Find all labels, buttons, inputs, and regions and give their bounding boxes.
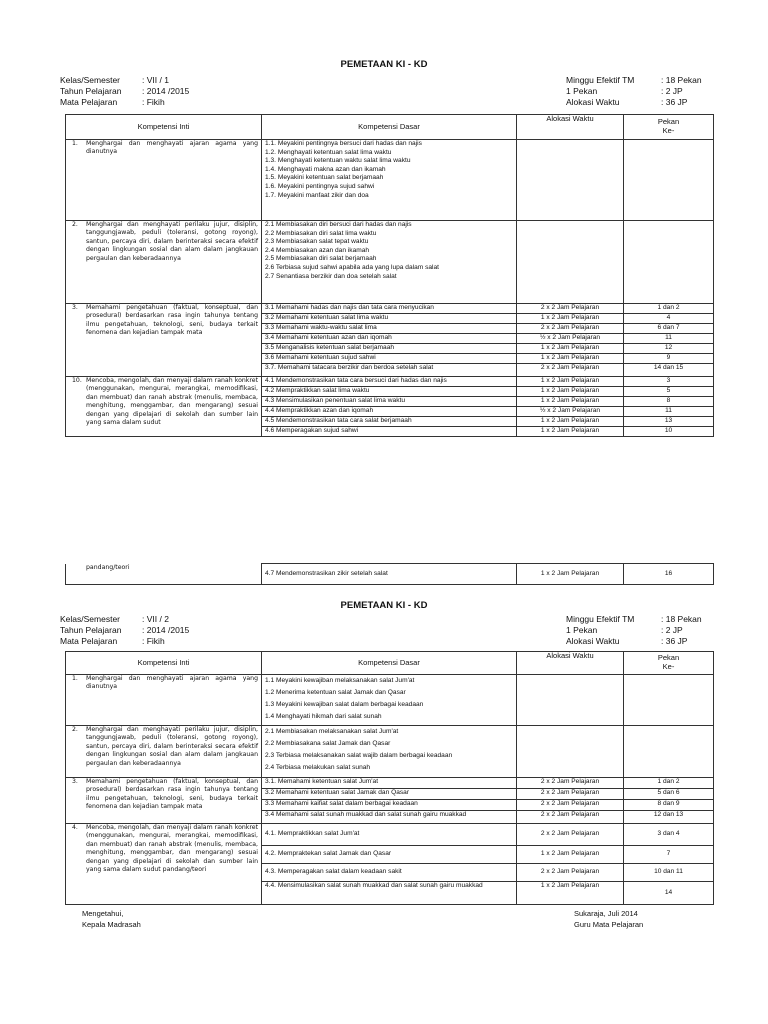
- header-kd: Kompetensi Dasar: [262, 652, 517, 675]
- header-kd: Kompetensi Dasar: [262, 115, 517, 140]
- kd-row: 4.3 Mensimulasikan penentuan salat lima waktu: [262, 397, 517, 407]
- kd-row: 4.3. Memperagakan salat dalam keadaan sakit: [262, 864, 517, 882]
- kd-row: 3.3 Memahami kaifiat salat dalam berbagai keadaan: [262, 800, 517, 811]
- kd-row: 3.3 Memahami waktu-waktu salat lima: [262, 324, 517, 334]
- ki-3: 3. Memahami pengetahuan (faktual, konseptual, dan prosedural) berdasarkan rasa ingin tahunya tentang ilmu pengetahuan, teknologi, seni, budaya terkait fenomena dan kejadian tampak mata: [66, 778, 262, 824]
- ki-1: 1. Menghargai dan menghayati ajaran agama yang dianutnya: [66, 675, 262, 726]
- header-alokasi: Alokasi Waktu: [517, 652, 624, 675]
- header-alokasi: Alokasi Waktu: [517, 115, 624, 140]
- kd-list-2: 2.1 Membiasakan melaksanakan salat Jum'at 2.2 Membiasakana salat Jamak dan Qasar 2.3 Terbiasa melaksanakan salat wajib dalam berbagai keadaan 2.4 Terbiasa melakukan salat sunah: [262, 726, 517, 778]
- kd-row: 4.4. Mensimulasikan salat sunah muakkad dan salat sunah gairu muakkad: [262, 882, 517, 905]
- kd-row: 3.2 Memahami ketentuan salat lima waktu: [262, 314, 517, 324]
- page2-meta-right: Minggu Efektif TM : 18 Pekan 1 Pekan : 2 JP Alokasi Waktu : 36 JP: [566, 614, 702, 646]
- ki-3: 3. Memahami pengetahuan (faktual, konseptual, dan prosedural) berdasarkan rasa ingin tahunya tentang ilmu pengetahuan, teknologi, seni, budaya terkait fenomena dan kejadian tampak mata: [66, 304, 262, 377]
- kd-row: 3.4 Memahami salat sunah muakkad dan salat sunah gairu muakkad: [262, 811, 517, 824]
- kd-list-2: 2.1 Membiasakan diri bersuci dari hadas dan najis 2.2 Membiasakan diri salat lima waktu 2.3 Membiasakan salat tepat waktu 2.4 Membiasakan azan dan ikamah 2.5 Membiasakan diri salat berjamaah 2.6 Terbiasa sujud sahwi apabila ada yang lupa dalam salat 2.7 Senantiasa berzikir dan doa setelah salat: [262, 221, 517, 304]
- kd-row: 3.1 Memahami hadas dan najis dan tata cara menyucikan: [262, 304, 517, 314]
- signature-right: Sukaraja, Juli 2014 Guru Mata Pelajaran: [574, 909, 644, 929]
- kd-row: 4.4 Mempraktikkan azan dan iqomah: [262, 407, 517, 417]
- page1-title: PEMETAAN KI - KD: [340, 59, 428, 70]
- header-ki: Kompetensi Inti: [66, 115, 262, 140]
- header-ki: Kompetensi Inti: [66, 652, 262, 675]
- kd-row: 4.2. Mempraktekan salat Jamak dan Qasar: [262, 846, 517, 864]
- kd-row: 3.5 Menganalisis ketentuan salat berjamaah: [262, 344, 517, 354]
- kd-row: 3.4 Memahami ketentuan azan dan iqomah: [262, 334, 517, 344]
- kd-row: 4.5 Mendemonstrasikan tata cara salat berjamaah: [262, 417, 517, 427]
- ki-1: 1. Menghargai dan menghayati ajaran agama yang dianutnya: [66, 140, 262, 221]
- header-pekan: Pekan Ke-: [624, 652, 714, 675]
- ki-4: 10. Mencoba, mengolah, dan menyaji dalam ranah konkret (menggunakan, mengurai, merangkai, memodifikasi, dan membuat) dan ranah abstrak (menulis, membaca, menghitung, menggambar, dan mengarang) sesuai dengan yang dipelajari di sekolah dan sumber lain yang sama dalam sudut: [66, 377, 262, 437]
- kd-row: 4.1 Mendemonstrasikan tata cara bersuci dari hadas dan najis: [262, 377, 517, 387]
- kd-row: 4.7 Mendemonstrasikan zikir setelah salat: [262, 564, 517, 585]
- kd-row: 3.7. Memahami tatacara berzikir dan berdoa setelah salat: [262, 364, 517, 377]
- kd-row: 4.6 Memperagakan sujud sahwi: [262, 427, 517, 437]
- continuation-table: pandang/teori 4.7 Mendemonstrasikan zikir setelah salat 1 x 2 Jam Pelajaran 16: [65, 563, 714, 585]
- header-pekan: Pekan Ke-: [624, 115, 714, 140]
- kd-row: 3.1. Memahami ketentuan salat Jum'at: [262, 778, 517, 789]
- kd-row: 4.1. Mempraktikkan salat Jum'at: [262, 824, 517, 846]
- signature-left: Mengetahui, Kepala Madrasah: [82, 909, 141, 929]
- page1-meta-left: Kelas/Semester : VII / 1 Tahun Pelajaran : 2014 /2015 Mata Pelajaran : Fikih: [60, 75, 190, 107]
- ki-2: 2. Menghargai dan menghayati perilaku jujur, disiplin, tanggungjawab, peduli (toleransi, gotong royong), santun, percaya diri, dalam berinteraksi secara efektif dengan lingkungan sosial dan alam dalam jangkauan pergaulan dan keberadaannya: [66, 221, 262, 304]
- kd-row: 3.2 Memahami ketentuan salat Jamak dan Qasar: [262, 789, 517, 800]
- kd-list-1: 1.1 Meyakini kewajiban melaksanakan salat Jum'at 1.2 Menerima ketentuan salat Jamak dan Qasar 1.3 Meyakini kewajiban salat dalam berbagai keadaan 1.4 Menghayati hikmah dari salat sunah: [262, 675, 517, 726]
- kd-row: 4.2 Mempraktikkan salat lima waktu: [262, 387, 517, 397]
- page1-meta-right: Minggu Efektif TM : 18 Pekan 1 Pekan : 2 JP Alokasi Waktu : 36 JP: [566, 75, 702, 107]
- page1-table: Kompetensi Inti Kompetensi Dasar Alokasi Waktu Pekan Ke- 1. Menghargai dan menghayati ajaran agama yang dianutnya 1.1. Meyakini pentingnya bersuci dari hadas dan najis 1.2. Menghayati ketentuan salat lima waktu 1.3. Menghayati ketentuan waktu salat lima waktu 1.4. Menghayati makna azan dan ikamah 1.5. Meyakini ketentuan salat berjamaah 1.6. Meyakini pentingnya sujud sahwi 1.7. Meyakini manfaat zikir dan doa 2. Menghargai dan menghayati perilaku jujur, disiplin, tanggungjawab, peduli (toleransi, gotong royong), santun, percaya diri, dalam berinteraksi secara efektif dengan lingkungan sosial dan alam dalam jangkauan pergaulan dan keberadaannya 2.1 Membiasakan diri bersuci dari hadas dan najis 2.2 Membiasakan diri salat lima waktu 2.3 Membiasakan salat tepat waktu 2.4 Membiasakan azan dan ikamah 2.5 Membiasakan diri salat berjamaah 2.6 Terbiasa sujud sahwi apabila ada yang lupa dalam salat 2.7 Senantiasa berzikir dan doa setelah salat 3. Memahami pengetahuan (faktual, konseptual, dan prosedural) berdasarkan rasa ingin tahunya tentang ilmu pengetahuan, teknologi, seni, budaya terkait fenomena dan kejadian tampak mata 3.1 Memahami hadas dan najis dan tata cara menyucikan 2 x 2 Jam Pelajaran 1 dan 2 3.2 Memahami ketentuan salat lima waktu 1 x 2 Jam Pelajaran 4 3.3 Memahami waktu-waktu salat lima 2 x 2 Jam Pelajaran 6 dan 7 3.4 Memahami ketentuan azan dan iqomah ½ x 2 Jam Pelajaran 11 3.5 Menganalisis ketentuan salat berjamaah 1 x 2 Jam Pelajaran 12 3.6 Memahami ketentuan sujud sahwi 1 x 2 Jam Pelajaran 9 3.7. Memahami tatacara berzikir dan berdoa setelah salat 2 x 2 Jam Pelajaran 14 dan 15 10. Mencoba, mengolah, dan menyaji dalam ranah konkret (menggunakan, mengurai, merangkai, memodifikasi, dan membuat) dan ranah abstrak (menulis, membaca, menghitung, menggambar, dan mengarang) sesuai dengan yang dipelajari di sekolah dan sumber lain yang sama dalam sudut 4.1 Mendemonstrasikan tata cara bersuci dari hadas dan najis 1 x 2 Jam Pelajaran 3 4.2 Mempraktikkan salat lima waktu 1 x 2 Jam Pelajaran 5 4.3 Mensimulasikan penentuan salat lima waktu 1 x 2 Jam Pelajaran 8 4.4 Mempraktikkan azan dan iqomah ½ x 2 Jam Pelajaran 11 4.5 Mendemonstrasikan tata cara salat berjamaah 1 x 2 Jam Pelajaran 13 4.6 Memperagakan sujud sahwi 1 x 2 Jam Pelajaran 10: [65, 114, 714, 437]
- ki-4: 4. Mencoba, mengolah, dan menyaji dalam ranah konkret (menggunakan, mengurai, merangkai, memodifikasi, dan membuat) dan ranah abstrak (menulis, membaca, menghitung, menggambar, dan mengarang) sesuai dengan yang dipelajari di sekolah dan sumber lain yang sama dalam sudut pandang/teori: [66, 824, 262, 905]
- ki-continuation: pandang/teori: [66, 564, 262, 585]
- page2-title: PEMETAAN KI - KD: [340, 600, 428, 611]
- page2-table: Kompetensi Inti Kompetensi Dasar Alokasi Waktu Pekan Ke- 1. Menghargai dan menghayati ajaran agama yang dianutnya 1.1 Meyakini kewajiban melaksanakan salat Jum'at 1.2 Menerima ketentuan salat Jamak dan Qasar 1.3 Meyakini kewajiban salat dalam berbagai keadaan 1.4 Menghayati hikmah dari salat sunah 2. Menghargai dan menghayati perilaku jujur, disiplin, tanggungjawab, peduli (toleransi, gotong royong), santun, percaya diri, dalam berinteraksi secara efektif dengan lingkungan sosial dan alam dalam jangkauan pergaulan dan keberadaannya 2.1 Membiasakan melaksanakan salat Jum'at 2.2 Membiasakana salat Jamak dan Qasar 2.3 Terbiasa melaksanakan salat wajib dalam berbagai keadaan 2.4 Terbiasa melakukan salat sunah 3. Memahami pengetahuan (faktual, konseptual, dan prosedural) berdasarkan rasa ingin tahunya tentang ilmu pengetahuan, teknologi, seni, budaya terkait fenomena dan kejadian tampak mata 3.1. Memahami ketentuan salat Jum'at 2 x 2 Jam Pelajaran 1 dan 2 3.2 Memahami ketentuan salat Jamak dan Qasar 2 x 2 Jam Pelajaran 5 dan 6 3.3 Memahami kaifiat salat dalam berbagai keadaan 2 x 2 Jam Pelajaran 8 dan 9 3.4 Memahami salat sunah muakkad dan salat sunah gairu muakkad 2 x 2 Jam Pelajaran 12 dan 13 4. Mencoba, mengolah, dan menyaji dalam ranah konkret (menggunakan, mengurai, merangkai, memodifikasi, dan membuat) dan ranah abstrak (menulis, membaca, menghitung, menggambar, dan mengarang) sesuai dengan yang dipelajari di sekolah dan sumber lain yang sama dalam sudut pandang/teori 4.1. Mempraktikkan salat Jum'at 2 x 2 Jam Pelajaran 3 dan 4 4.2. Mempraktekan salat Jamak dan Qasar 1 x 2 Jam Pelajaran 7 4.3. Memperagakan salat dalam keadaan sakit 2 x 2 Jam Pelajaran 10 dan 11 4.4. Mensimulasikan salat sunah muakkad dan salat sunah gairu muakkad 1 x 2 Jam Pelajaran 14: [65, 651, 714, 905]
- kd-row: 3.6 Memahami ketentuan sujud sahwi: [262, 354, 517, 364]
- page2-meta-left: Kelas/Semester : VII / 2 Tahun Pelajaran : 2014 /2015 Mata Pelajaran : Fikih: [60, 614, 190, 646]
- ki-2: 2. Menghargai dan menghayati perilaku jujur, disiplin, tanggungjawab, peduli (toleransi, gotong royong), santun, percaya diri, dalam berinteraksi secara efektif dengan lingkungan sosial dan alam dalam jangkauan pergaulan dan keberadaannya: [66, 726, 262, 778]
- kd-list-1: 1.1. Meyakini pentingnya bersuci dari hadas dan najis 1.2. Menghayati ketentuan salat lima waktu 1.3. Menghayati ketentuan waktu salat lima waktu 1.4. Menghayati makna azan dan ikamah 1.5. Meyakini ketentuan salat berjamaah 1.6. Meyakini pentingnya sujud sahwi 1.7. Meyakini manfaat zikir dan doa: [262, 140, 517, 221]
